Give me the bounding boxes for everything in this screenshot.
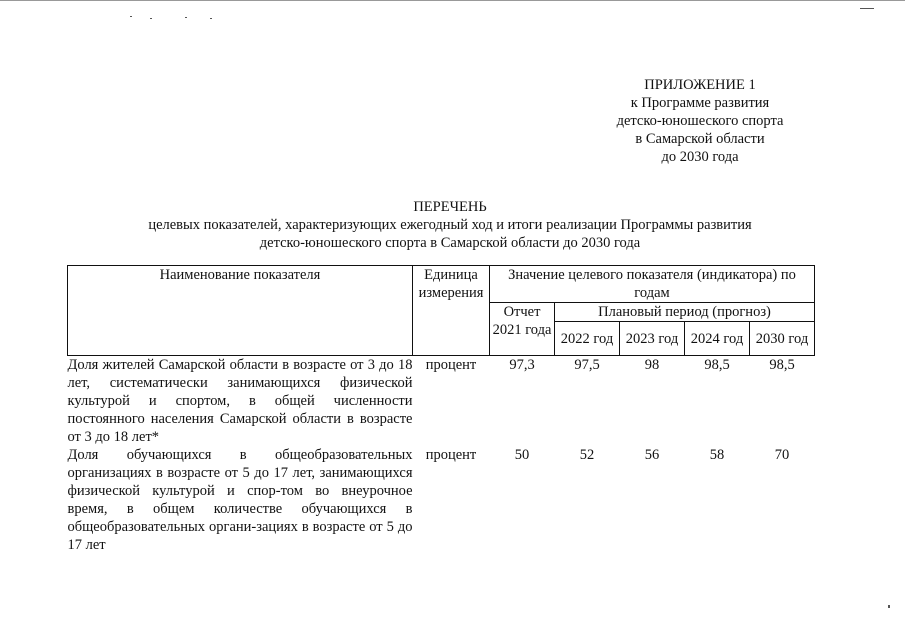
value-2024: 58: [709, 447, 725, 463]
scan-speck: [210, 18, 212, 19]
appendix-block: [560, 76, 840, 166]
header-plan-period: Плановый период (прогноз): [555, 303, 815, 322]
value-2021: 97,3: [509, 357, 535, 373]
header-year: 2030 год: [750, 322, 815, 356]
indicator-unit: процент: [425, 447, 477, 463]
scan-speck: [150, 18, 152, 19]
scan-speck: [185, 17, 187, 18]
value-2030: 70: [774, 447, 790, 463]
header-target-value: Значение целевого показателя (индикатора) по годам: [490, 266, 815, 303]
indicator-name: Доля обучающихся в общеобразовательных организациях в возрасте от 5 до 17 лет, занимающихся физической культурой и спор-том во внеурочное время, в общем количестве обучающихся в общеобразовательных органи-зациях в возрасте от 5 до 17 лет: [67, 447, 413, 553]
value-2022: 97,5: [574, 357, 600, 373]
header-year: 2023 год: [620, 322, 685, 356]
appendix-line: до 2030 года: [661, 149, 739, 165]
table-row: [68, 446, 815, 554]
table-row: [68, 356, 815, 447]
value-2024: 98,5: [704, 357, 730, 373]
indicators-table: [67, 265, 815, 554]
header-unit: Единица измерения: [413, 266, 490, 356]
appendix-line: в Самарской области: [635, 131, 765, 147]
document-heading: [60, 198, 840, 252]
document-subtitle-line: детско-юношеского спорта в Самарской области до 2030 года: [259, 235, 641, 251]
header-report-2021: Отчет 2021 года: [490, 303, 555, 356]
scan-top-edge: [0, 0, 905, 1]
value-2021: 50: [514, 447, 530, 463]
indicator-name: Доля жителей Самарской области в возрасте от 3 до 18 лет, систематически занимающихся физической культурой и спортом, в общей численности постоянного населения Самарской области в возрасте от 3 до 18 лет*: [67, 357, 413, 445]
header-name: Наименование показателя: [68, 266, 413, 356]
indicator-unit: процент: [425, 357, 477, 373]
header-year: 2022 год: [555, 322, 620, 356]
value-2023: 98: [644, 357, 660, 373]
value-2022: 52: [579, 447, 595, 463]
appendix-line: детско-юношеского спорта: [616, 113, 784, 129]
value-2030: 98,5: [769, 357, 795, 373]
scan-speck: [888, 605, 890, 608]
scan-speck: [860, 8, 874, 9]
scan-speck: [130, 16, 132, 17]
appendix-line: к Программе развития: [630, 95, 770, 111]
appendix-line: ПРИЛОЖЕНИЕ 1: [644, 77, 756, 93]
document-title: ПЕРЕЧЕНЬ: [413, 199, 487, 215]
value-2023: 56: [644, 447, 660, 463]
document-subtitle-line: целевых показателей, характеризующих ежегодный ход и итоги реализации Программы развития: [148, 217, 752, 233]
header-year: 2024 год: [685, 322, 750, 356]
